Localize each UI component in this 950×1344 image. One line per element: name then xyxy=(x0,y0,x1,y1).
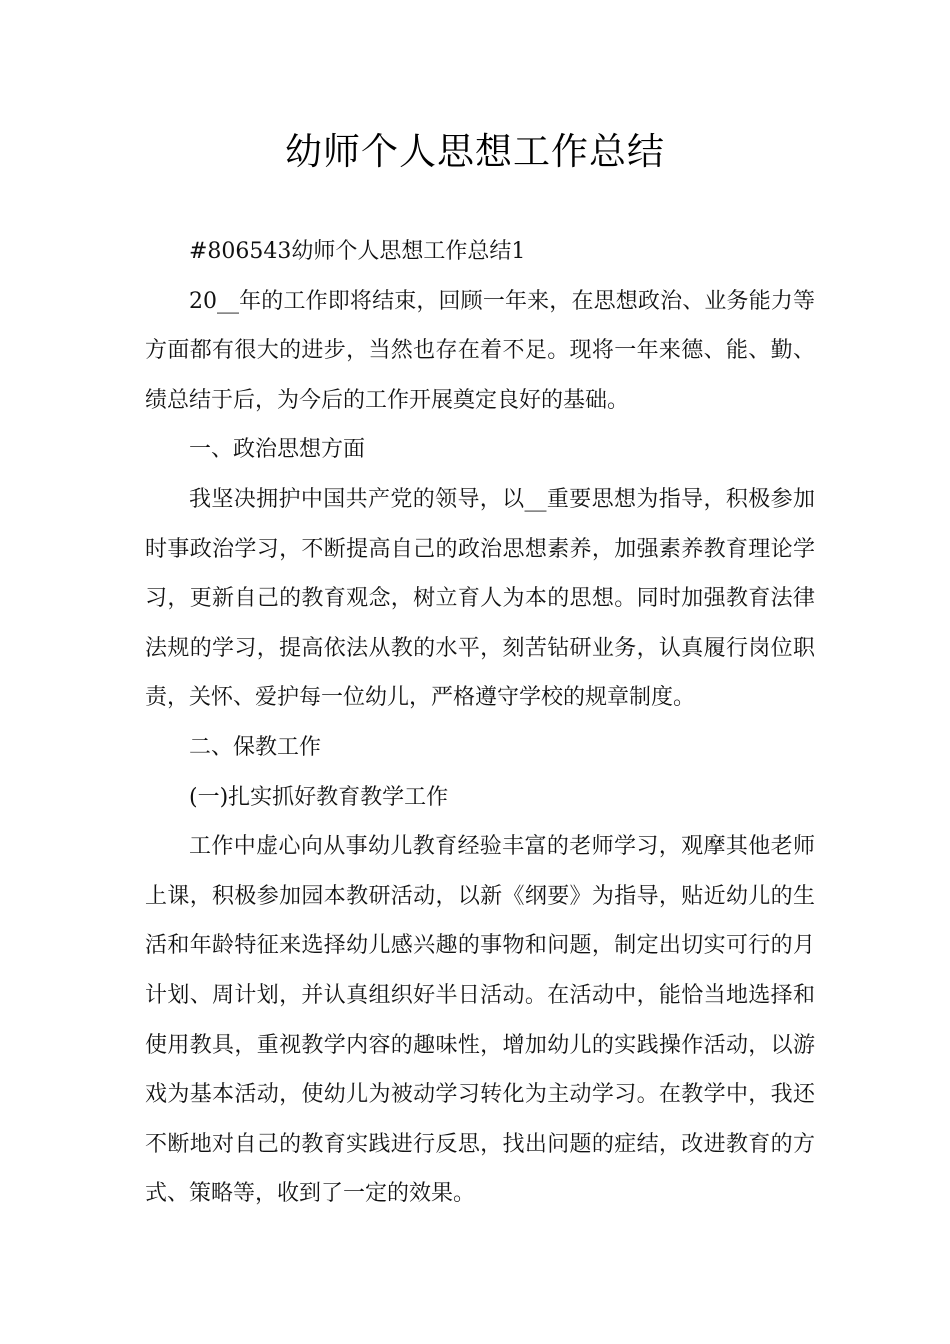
document-body xyxy=(145,227,815,1219)
paragraph-heading: #806543幼师个人思想工作总结1 xyxy=(189,239,526,264)
subsection-heading-teaching: (一)扎实抓好教育教学工作 xyxy=(189,784,449,810)
document-title: 幼师个人思想工作总结 xyxy=(285,130,665,173)
paragraph-politics: 我坚决拥护中国共产党的领导，以__重要思想为指导，积极参加时事政治学习，不断提高自己的政治思想素养，加强素养教育理论学习，更新自己的教育观念，树立育人为本的思想。同时加强教育法律法规的学习，提高依法从教的水平，刻苦钻研业务，认真履行岗位职责，关怀、爱护每一位幼儿，严格遵守学校的规章制度。 xyxy=(145,486,815,711)
section-heading-politics: 一、政治思想方面 xyxy=(189,437,366,463)
section-heading-teaching: 二、保教工作 xyxy=(189,734,322,760)
paragraph-teaching: 工作中虚心向从事幼儿教育经验丰富的老师学习，观摩其他老师上课，积极参加园本教研活动，以新《纲要》为指导，贴近幼儿的生活和年龄特征来选择幼儿感兴趣的事物和问题，制定出切实可行的月计划、周计划，并认真组织好半日活动。在活动中，能恰当地选择和使用教具，重视教学内容的趣味性，增加幼儿的实践操作活动，以游戏为基本活动，使幼儿为被动学习转化为主动学习。在教学中，我还不断地对自己的教育实践进行反思，找出问题的症结，改进教育的方式、策略等，收到了一定的效果。 xyxy=(145,834,815,1207)
paragraph-intro: 20__年的工作即将结束，回顾一年来，在思想政治、业务能力等方面都有很大的进步，当然也存在着不足。现将一年来德、能、勤、绩总结于后，为今后的工作开展奠定良好的基础。 xyxy=(145,288,815,413)
